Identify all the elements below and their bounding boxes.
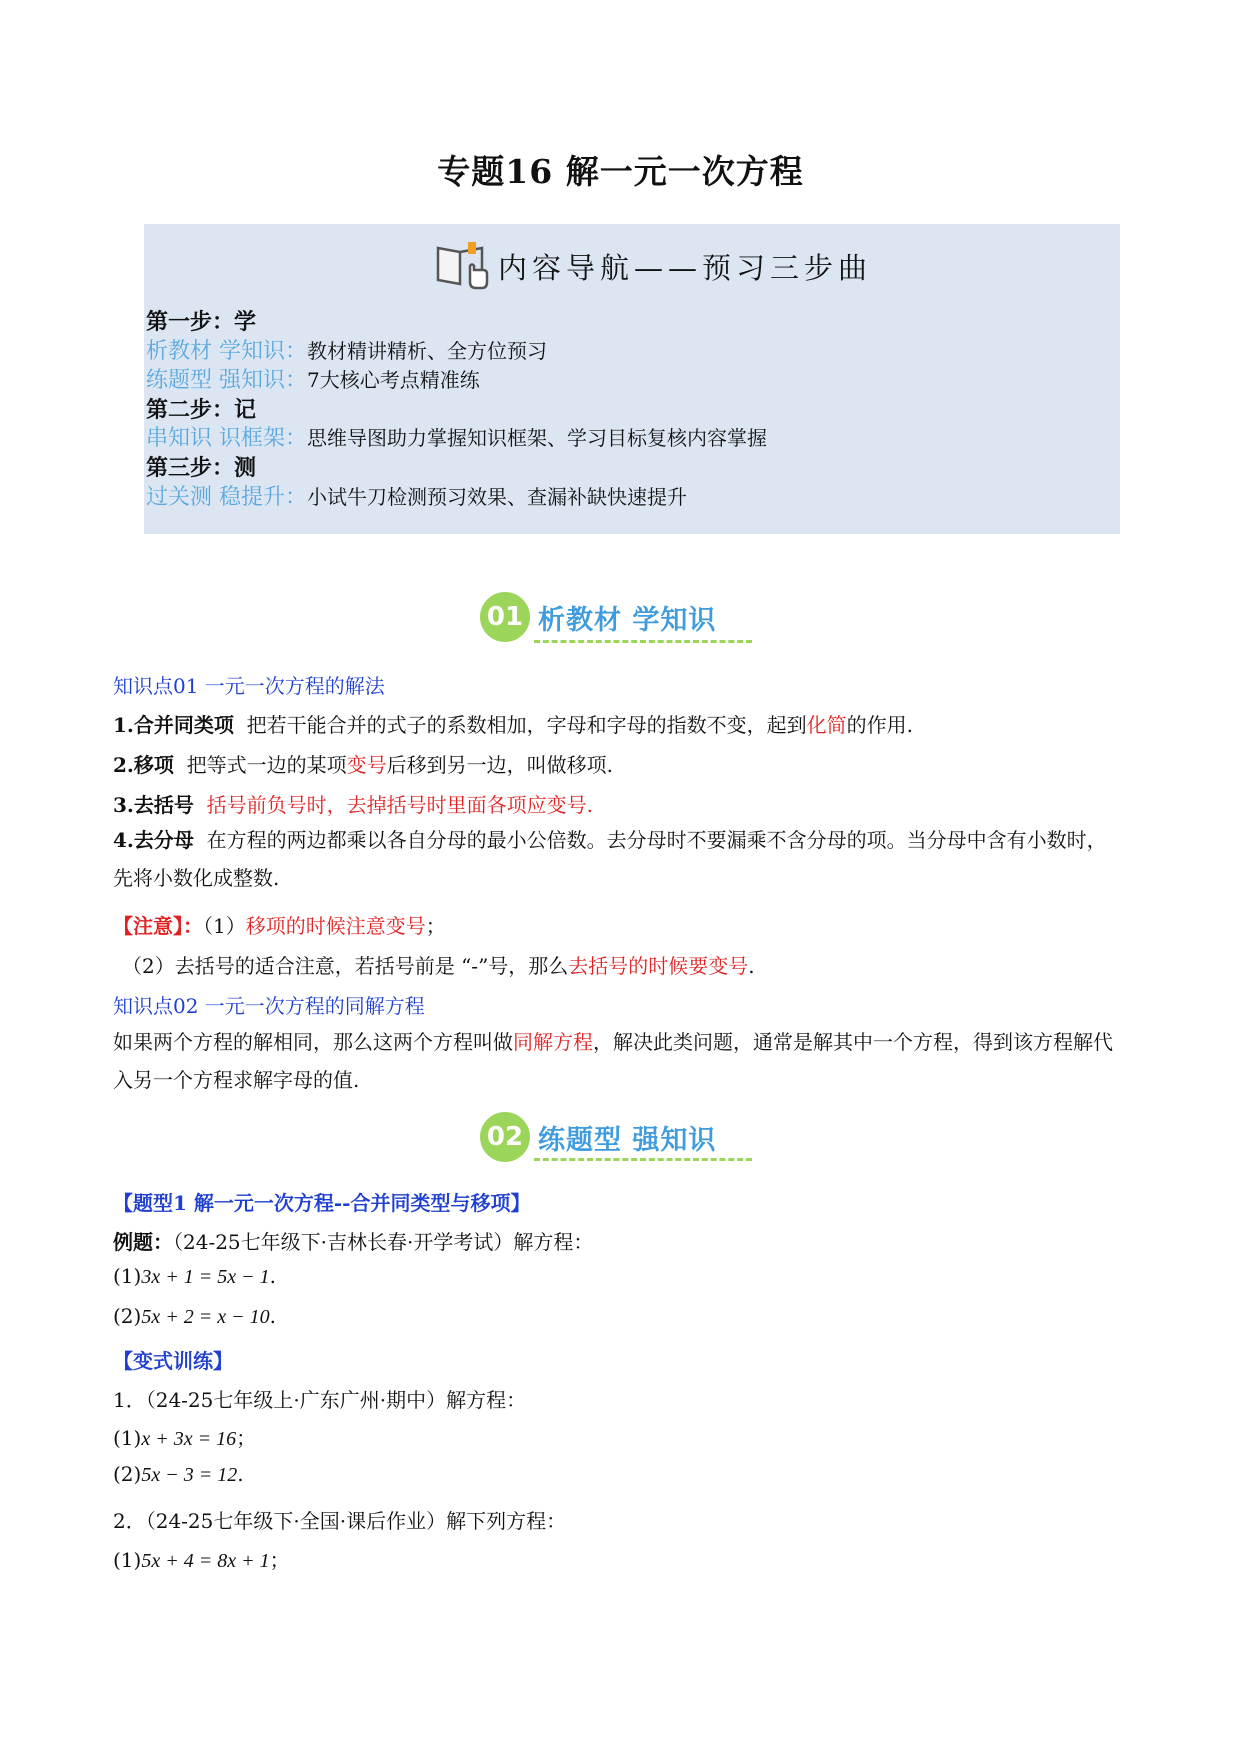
kp1-item-1-text-a: 把若干能合并的式子的系数相加，字母和字母的指数不变，起到: [246, 713, 807, 737]
banner-underline: [534, 640, 752, 643]
kp2-highlight: 同解方程: [513, 1030, 593, 1054]
kp1-item-2-text-a: 把等式一边的某项: [186, 753, 347, 777]
note-1-prefix: （1）: [203, 914, 246, 938]
equation: 5x − 3 = 12: [141, 1464, 238, 1486]
kp1-item-2-text-b: 后移到另一边，叫做移项.: [386, 753, 613, 777]
section-banner-text: 练题型 强知识: [538, 1124, 717, 1156]
q1-eq-1: [113, 1422, 256, 1451]
kp1-item-2: [113, 749, 613, 778]
step3-heading: 第三步：测: [146, 454, 257, 481]
example-eq-2: [113, 1304, 276, 1329]
page-title: 专题16 解一元一次方程: [437, 152, 804, 191]
step1-item-b-text: 7大核心考点精准练: [307, 368, 480, 393]
example-label: 例题：: [113, 1230, 173, 1254]
kp1-item-4-text: 在方程的两边都乘以各自分母的最小公倍数。去分母时不要漏乘不含分母的项。当分母中含有小数时，先将小数化成整数.: [113, 828, 1107, 890]
note-1-suffix: ；: [425, 914, 446, 938]
type1-heading: 【题型1 解一元一次方程--合并同类型与移项】: [113, 1191, 531, 1215]
q1-eq-2: [113, 1462, 244, 1487]
kp1-item-3: [113, 789, 593, 818]
eq-end: .: [269, 1264, 276, 1288]
step3-item-a-label: 过关测 稳提升：: [146, 484, 307, 510]
note-1-highlight: 移项的时候注意变号: [245, 914, 426, 938]
step2-item-a: [146, 424, 767, 454]
kp2-text-b: ，解决此类问题，通常是解其中一个方程，得到该方程解代入另一个方程求解字母的值.: [113, 1030, 1113, 1092]
example-text: （24-25七年级下·吉林长春·开学考试）解方程：: [173, 1230, 594, 1254]
kp1-item-3-title: 3.去括号: [113, 793, 194, 817]
kp1-item-1: [113, 709, 913, 738]
step1-heading: 第一步：学: [146, 309, 257, 335]
equation: 5x + 4 = 8x + 1: [141, 1550, 270, 1572]
eq-number: (1): [113, 1426, 142, 1450]
eq-number: (1): [113, 1264, 142, 1288]
question-1: 1．（24-25七年级上·广东广州·期中）解方程：: [113, 1388, 527, 1412]
eq-number: (1): [113, 1548, 142, 1572]
kp1-heading: 知识点01 一元一次方程的解法: [113, 674, 385, 698]
note-2-prefix: （2）去括号的适合注意，若括号前是 “-”号，那么: [122, 954, 569, 978]
step1-item-a: [146, 337, 767, 367]
step2-item-a-label: 串知识 识框架：: [146, 426, 307, 452]
q2-eq-1: [113, 1544, 290, 1573]
kp2-text-a: 如果两个方程的解相同，那么这两个方程叫做: [113, 1030, 513, 1054]
eq-number: (2): [113, 1462, 142, 1486]
kp1-note-2: [122, 950, 755, 979]
eq-end: .: [237, 1462, 244, 1486]
step3-item-a-text: 小试牛刀检测预习效果、查漏补缺快速提升: [307, 484, 687, 509]
eq-number: (2): [113, 1304, 142, 1328]
example-eq-1: [113, 1264, 276, 1289]
step2-item-a-text: 思维导图助力掌握知识框架、学习目标复核内容掌握: [307, 426, 767, 451]
step1-item-a-text: 教材精讲精析、全方位预习: [307, 338, 547, 363]
example-line: [113, 1226, 593, 1255]
section-number-badge: 02: [480, 1112, 530, 1162]
equation: 5x + 2 = x − 10: [141, 1306, 270, 1328]
kp2-paragraph: [113, 1023, 1123, 1099]
nav-header-text: 内容导航——预习三步曲: [498, 250, 873, 285]
variant-heading: 【变式训练】: [113, 1349, 233, 1373]
nav-header: [434, 236, 872, 296]
kp1-item-4: [113, 821, 1123, 897]
step1-item-b: [146, 366, 767, 396]
step3-item-a: [146, 483, 767, 513]
nav-steps: [146, 308, 767, 512]
step1-item-b-label: 练题型 强知识：: [146, 368, 307, 394]
step2-heading: 第二步：记: [146, 396, 257, 423]
kp1-item-1-title: 1.合并同类项: [113, 713, 234, 737]
note-2-highlight: 去括号的时候要变号: [568, 954, 749, 978]
section-banner-01: [480, 592, 716, 642]
eq-end: .: [269, 1304, 276, 1328]
content-navigation-box: [144, 224, 1120, 534]
kp1-item-1-text-b: 的作用.: [846, 713, 913, 737]
note-2-suffix: .: [748, 954, 755, 978]
section-banner-text: 析教材 学知识: [538, 604, 717, 636]
kp1-item-1-highlight: 化简: [806, 713, 847, 737]
kp1-item-3-highlight: 括号前负号时，去掉括号时里面各项应变号.: [206, 793, 593, 817]
step1-item-a-label: 析教材 学知识：: [146, 338, 307, 364]
kp1-item-2-highlight: 变号: [346, 753, 387, 777]
book-hand-icon: [434, 236, 490, 296]
kp1-item-2-title: 2.移项: [113, 753, 174, 777]
question-2: 2．（24-25七年级下·全国·课后作业）解下列方程：: [113, 1509, 567, 1533]
banner-underline: [534, 1158, 752, 1161]
equation: 3x + 1 = 5x − 1: [141, 1266, 270, 1288]
kp2-heading: 知识点02 一元一次方程的同解方程: [113, 994, 425, 1018]
eq-end: ；: [269, 1548, 290, 1572]
eq-end: ；: [236, 1426, 257, 1450]
kp1-note-1: [113, 910, 446, 939]
equation: x + 3x = 16: [141, 1428, 237, 1450]
kp1-item-4-title: 4.去分母: [113, 828, 194, 852]
section-number-badge: 01: [480, 592, 530, 642]
section-banner-02: [480, 1112, 716, 1162]
note-label: 【注意】：: [113, 914, 203, 938]
